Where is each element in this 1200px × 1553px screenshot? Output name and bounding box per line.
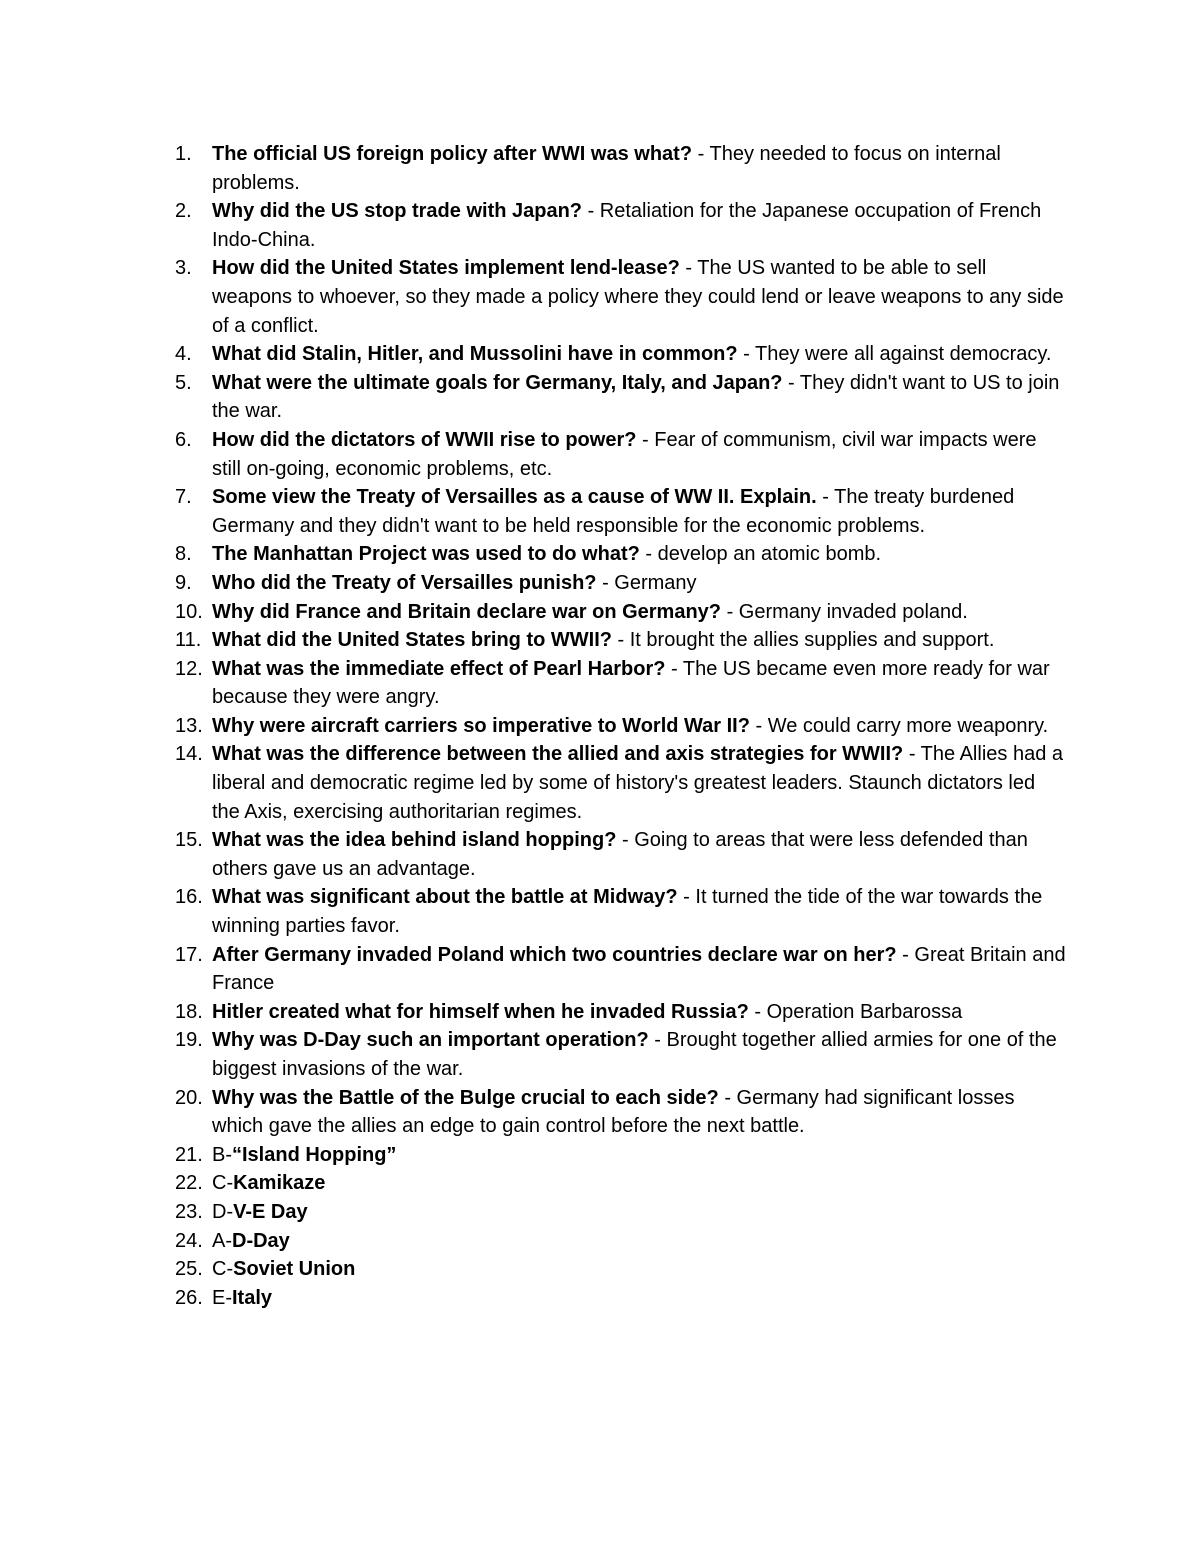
match-number: 21. <box>175 1143 203 1166</box>
match-letter: D- <box>212 1200 234 1223</box>
question-number: 18. <box>175 1000 203 1023</box>
question-text: Some view the Treaty of Versailles as a cause of WW II. Explain. <box>212 486 817 509</box>
question-number: 7. <box>175 486 192 509</box>
question-text: Why were aircraft carriers so imperative to World War II? <box>212 714 750 737</box>
match-letter: A- <box>212 1229 232 1252</box>
question-number: 1. <box>175 143 192 165</box>
question-text: After Germany invaded Poland which two countries declare war on her? <box>212 943 897 966</box>
answer-text: - Great Britain and France <box>212 943 1066 995</box>
question-number: 2. <box>175 200 192 223</box>
question-item-18 <box>0 998 1067 1027</box>
match-number: 22. <box>175 1172 203 1195</box>
question-item-7 <box>0 483 1067 540</box>
question-list <box>0 140 1200 1312</box>
match-letter: C- <box>212 1172 234 1195</box>
match-term: D-Day <box>232 1229 290 1252</box>
match-item-21 <box>0 1141 1067 1170</box>
answer-text: - Retaliation for the Japanese occupation of French Indo-China. <box>212 200 1042 251</box>
question-text: What was significant about the battle at Midway? <box>212 886 678 909</box>
question-number: 6. <box>175 428 192 451</box>
answer-text: - Going to areas that were less defended than others gave us an advantage. <box>212 829 1028 880</box>
question-item-6 <box>0 426 1067 483</box>
answer-text: - They didn't want to US to join the war. <box>212 371 1060 423</box>
question-number: 5. <box>175 371 192 394</box>
question-item-13 <box>0 712 1067 741</box>
answer-text: - Fear of communism, civil war impacts were still on-going, economic problems, etc. <box>212 428 1037 480</box>
question-item-11 <box>0 626 1067 655</box>
match-term: V-E Day <box>233 1200 308 1223</box>
question-item-10 <box>0 598 1067 627</box>
match-term: “Island Hopping” <box>232 1143 397 1166</box>
match-letter: E- <box>212 1286 232 1309</box>
question-number: 15. <box>175 829 203 852</box>
answer-text: - They were all against democracy. <box>737 343 1052 366</box>
question-text: What were the ultimate goals for Germany, Italy, and Japan? <box>212 371 783 394</box>
question-item-14 <box>0 740 1067 826</box>
question-item-17 <box>0 941 1067 998</box>
question-item-4 <box>0 340 1067 369</box>
question-number: 9. <box>175 571 192 594</box>
match-term: Soviet Union <box>233 1258 356 1281</box>
question-number: 19. <box>175 1029 203 1052</box>
question-number: 17. <box>175 943 203 966</box>
answer-text: - Operation Barbarossa <box>748 1000 963 1023</box>
question-item-9 <box>0 569 1067 598</box>
question-item-2 <box>0 197 1067 254</box>
question-number: 13. <box>175 714 203 737</box>
answer-text: - The US became even more ready for war because they were angry. <box>212 657 1050 709</box>
question-text: How did the dictators of WWII rise to power? <box>212 428 637 451</box>
answer-text: - It brought the allies supplies and support. <box>611 629 995 652</box>
match-item-25 <box>0 1255 1067 1284</box>
question-item-3 <box>0 254 1067 340</box>
question-number: 20. <box>175 1086 203 1109</box>
question-text: What was the idea behind island hopping? <box>212 829 617 852</box>
question-item-15 <box>0 826 1067 883</box>
match-number: 25. <box>175 1258 203 1281</box>
question-text: How did the United States implement lend-lease? <box>212 257 680 280</box>
question-text: What was the immediate effect of Pearl Harbor? <box>212 657 666 680</box>
question-number: 12. <box>175 657 203 680</box>
match-letter: B- <box>212 1143 232 1166</box>
question-item-16 <box>0 883 1067 940</box>
match-number: 23. <box>175 1200 203 1223</box>
match-item-24 <box>0 1227 1067 1256</box>
match-item-26 <box>0 1284 1067 1313</box>
question-number: 8. <box>175 543 192 566</box>
question-text: Why did France and Britain declare war on Germany? <box>212 600 722 623</box>
question-text: The official US foreign policy after WWI was what? <box>212 143 693 165</box>
match-term: Italy <box>232 1286 273 1309</box>
answer-text: - Germany had significant losses which gave the allies an edge to gain control before the next battle. <box>212 1086 1015 1138</box>
question-number: 10. <box>175 600 203 623</box>
question-item-1 <box>0 140 1067 197</box>
question-number: 16. <box>175 886 203 909</box>
question-item-19 <box>0 1026 1067 1083</box>
question-text: Why was D-Day such an important operation? <box>212 1029 649 1052</box>
answer-text: - develop an atomic bomb. <box>639 543 882 566</box>
question-text: Who did the Treaty of Versailles punish? <box>212 571 597 594</box>
question-number: 4. <box>175 343 192 366</box>
answer-text: - Germany <box>596 571 697 594</box>
question-text: Hitler created what for himself when he invaded Russia? <box>212 1000 749 1023</box>
answer-text: - We could carry more weaponry. <box>749 714 1049 737</box>
question-item-12 <box>0 655 1067 712</box>
question-item-20 <box>0 1084 1067 1141</box>
match-term: Kamikaze <box>233 1172 326 1195</box>
question-text: What did Stalin, Hitler, and Mussolini have in common? <box>212 343 738 366</box>
question-text: What was the difference between the allied and axis strategies for WWII? <box>212 743 904 766</box>
answer-text: - The Allies had a liberal and democratic regime led by some of history's greatest leaders. Staunch dictators led the Axis, exercising authoritarian regimes. <box>212 743 1063 823</box>
question-text: Why did the US stop trade with Japan? <box>212 200 583 223</box>
answer-text: - They needed to focus on internal problems. <box>212 143 1001 194</box>
question-item-8 <box>0 540 1067 569</box>
question-text: The Manhattan Project was used to do what? <box>212 543 640 566</box>
answer-text: - It turned the tide of the war towards the winning parties favor. <box>212 886 1043 938</box>
match-item-22 <box>0 1169 1067 1198</box>
match-number: 24. <box>175 1229 203 1252</box>
match-number: 26. <box>175 1286 203 1309</box>
answer-text: - The US wanted to be able to sell weapons to whoever, so they made a policy where they could lend or leave weapons to any side of a conflict. <box>212 257 1064 337</box>
question-number: 11. <box>175 629 202 652</box>
question-number: 14. <box>175 743 203 766</box>
question-item-5 <box>0 369 1067 426</box>
question-text: Why was the Battle of the Bulge crucial to each side? <box>212 1086 719 1109</box>
match-letter: C- <box>212 1258 234 1281</box>
question-text: What did the United States bring to WWII? <box>212 629 612 652</box>
answer-text: - The treaty burdened Germany and they didn't want to be held responsible for the economic problems. <box>212 486 1015 537</box>
question-number: 3. <box>175 257 192 280</box>
match-item-23 <box>0 1198 1067 1227</box>
answer-text: - Brought together allied armies for one of the biggest invasions of the war. <box>212 1029 1057 1080</box>
answer-text: - Germany invaded poland. <box>721 600 968 623</box>
